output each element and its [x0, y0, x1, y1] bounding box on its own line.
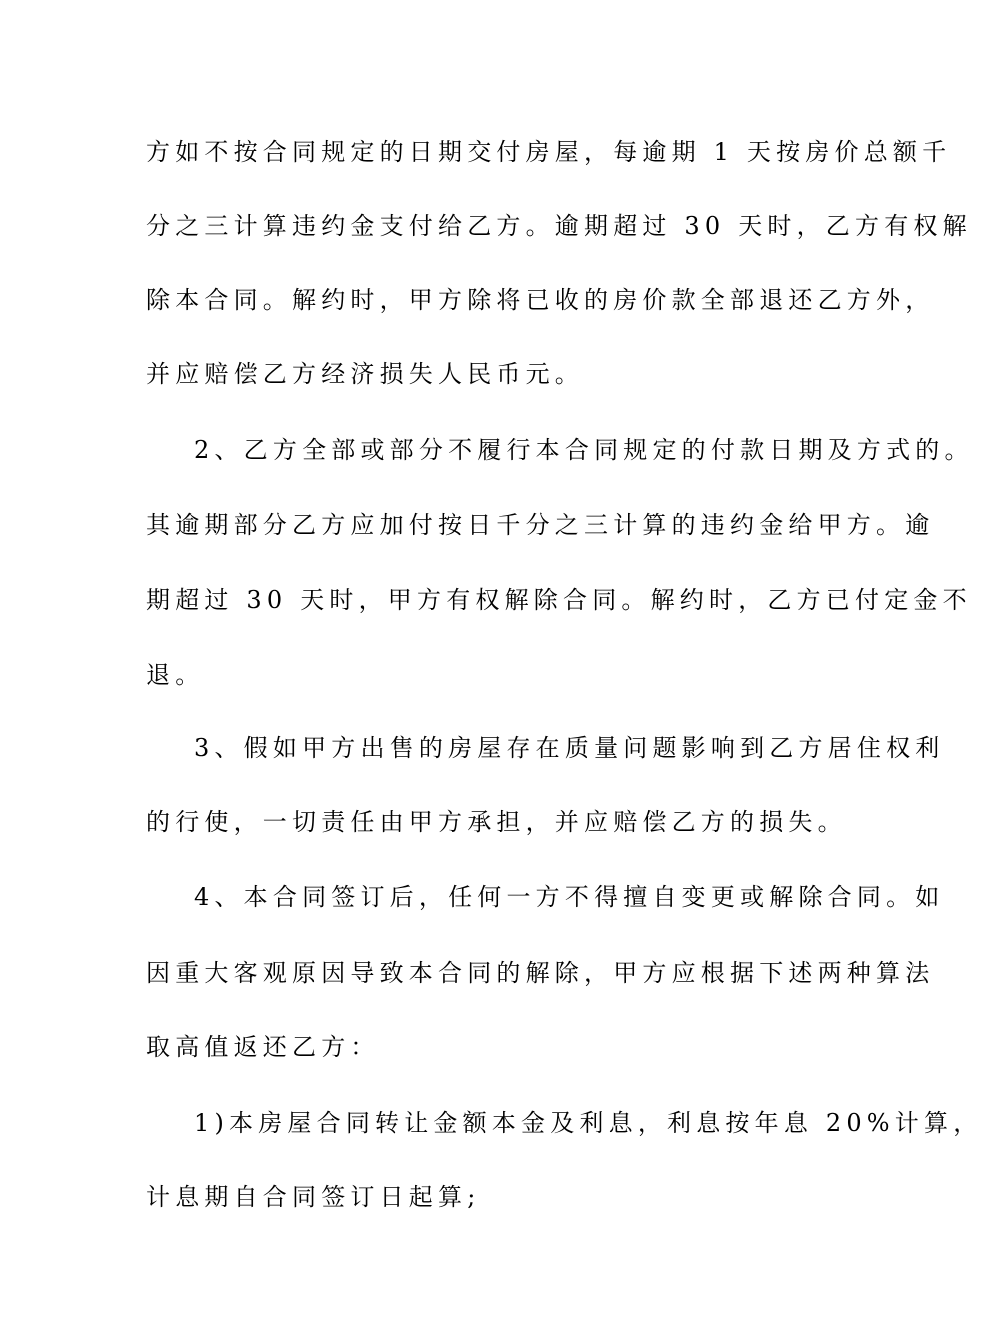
paragraph-line: 1)本房屋合同转让金额本金及利息，利息按年息 20%计算，: [194, 1109, 982, 1137]
paragraph-line: 分之三计算违约金支付给乙方。逾期超过 30 天时，乙方有权解: [146, 212, 972, 240]
paragraph-line: 的行使，一切责任由甲方承担，并应赔偿乙方的损失。: [146, 808, 847, 836]
paragraph-line: 方如不按合同规定的日期交付房屋，每逾期 1 天按房价总额千: [146, 138, 952, 166]
paragraph-line: 因重大客观原因导致本合同的解除，甲方应根据下述两种算法: [146, 959, 935, 987]
paragraph-line: 除本合同。解约时，甲方除将已收的房价款全部退还乙方外，: [146, 286, 935, 314]
paragraph-line: 取高值返还乙方：: [146, 1033, 380, 1061]
paragraph-line: 期超过 30 天时，甲方有权解除合同。解约时，乙方已付定金不: [146, 586, 972, 614]
paragraph-line: 退。: [146, 661, 205, 689]
paragraph-line: 并应赔偿乙方经济损失人民币元。: [146, 360, 584, 388]
paragraph-line: 3、假如甲方出售的房屋存在质量问题影响到乙方居住权利: [194, 734, 945, 762]
paragraph-line: 2、乙方全部或部分不履行本合同规定的付款日期及方式的。: [194, 436, 974, 464]
paragraph-line: 4、本合同签订后，任何一方不得擅自变更或解除合同。如: [194, 883, 945, 911]
paragraph-line: 计息期自合同签订日起算;: [146, 1183, 481, 1211]
paragraph-line: 其逾期部分乙方应加付按日千分之三计算的违约金给甲方。逾: [146, 511, 935, 539]
